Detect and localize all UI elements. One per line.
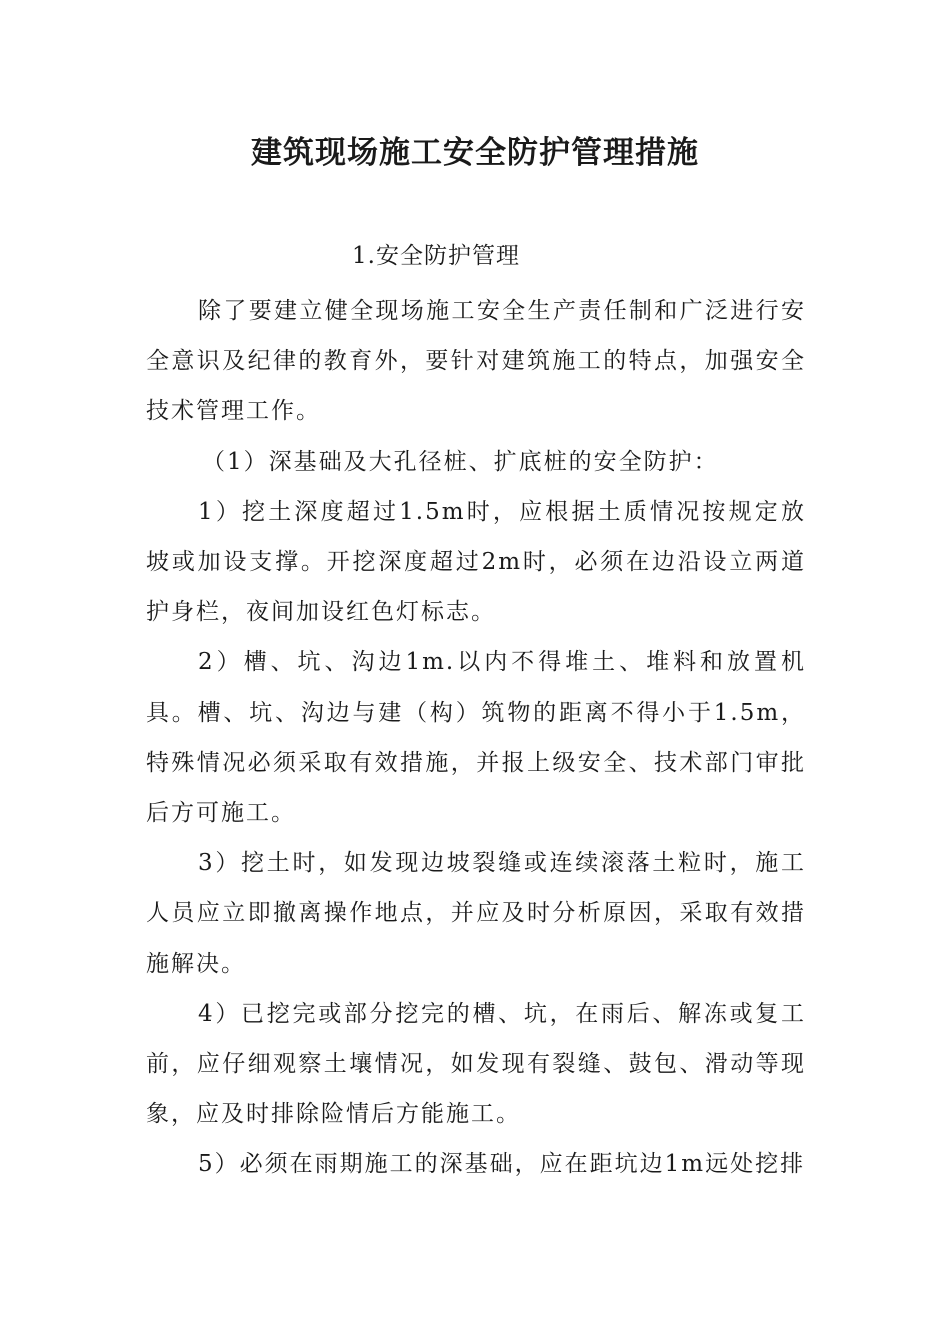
- paragraph-subheading: （1）深基础及大孔径桩、扩底桩的安全防护：: [202, 448, 719, 475]
- paragraph-intro: 除了要建立健全现场施工安全生产责任制和广泛进行安全意识及纪律的教育外，要针对建筑施工的特点，加强安全技术管理工作。: [146, 298, 806, 425]
- paragraph-item-3: 3）挖土时，如发现边坡裂缝或连续滚落土粒时，施工人员应立即撤离操作地点，并应及时分析原因，采取有效措施解决。: [146, 850, 806, 977]
- paragraph-item-2: 2）槽、坑、沟边1m.以内不得堆土、堆料和放置机具。槽、坑、沟边与建（构）筑物的距离不得小于1.5m，特殊情况必须采取有效措施，并报上级安全、技术部门审批后方可施工。: [146, 649, 806, 827]
- paragraph-item-4: 4）已挖完或部分挖完的槽、坑，在雨后、解冻或复工前，应仔细观察土壤情况，如发现有裂缝、鼓包、滑动等现象，应及时排除险情后方能施工。: [146, 1000, 806, 1128]
- document-title: 建筑现场施工安全防护管理措施: [251, 135, 699, 171]
- paragraph-item-1: 1）挖土深度超过1.5m时，应根据土质情况按规定放坡或加设支撑。开挖深度超过2m时，必须在边沿设立两道护身栏，夜间加设红色灯标志。: [146, 498, 806, 626]
- paragraph-item-5: 5）必须在雨期施工的深基础，应在距坑边1m远处挖排: [198, 1151, 806, 1178]
- document-body: [146, 286, 806, 1190]
- section-heading: 1.安全防护管理: [352, 243, 520, 269]
